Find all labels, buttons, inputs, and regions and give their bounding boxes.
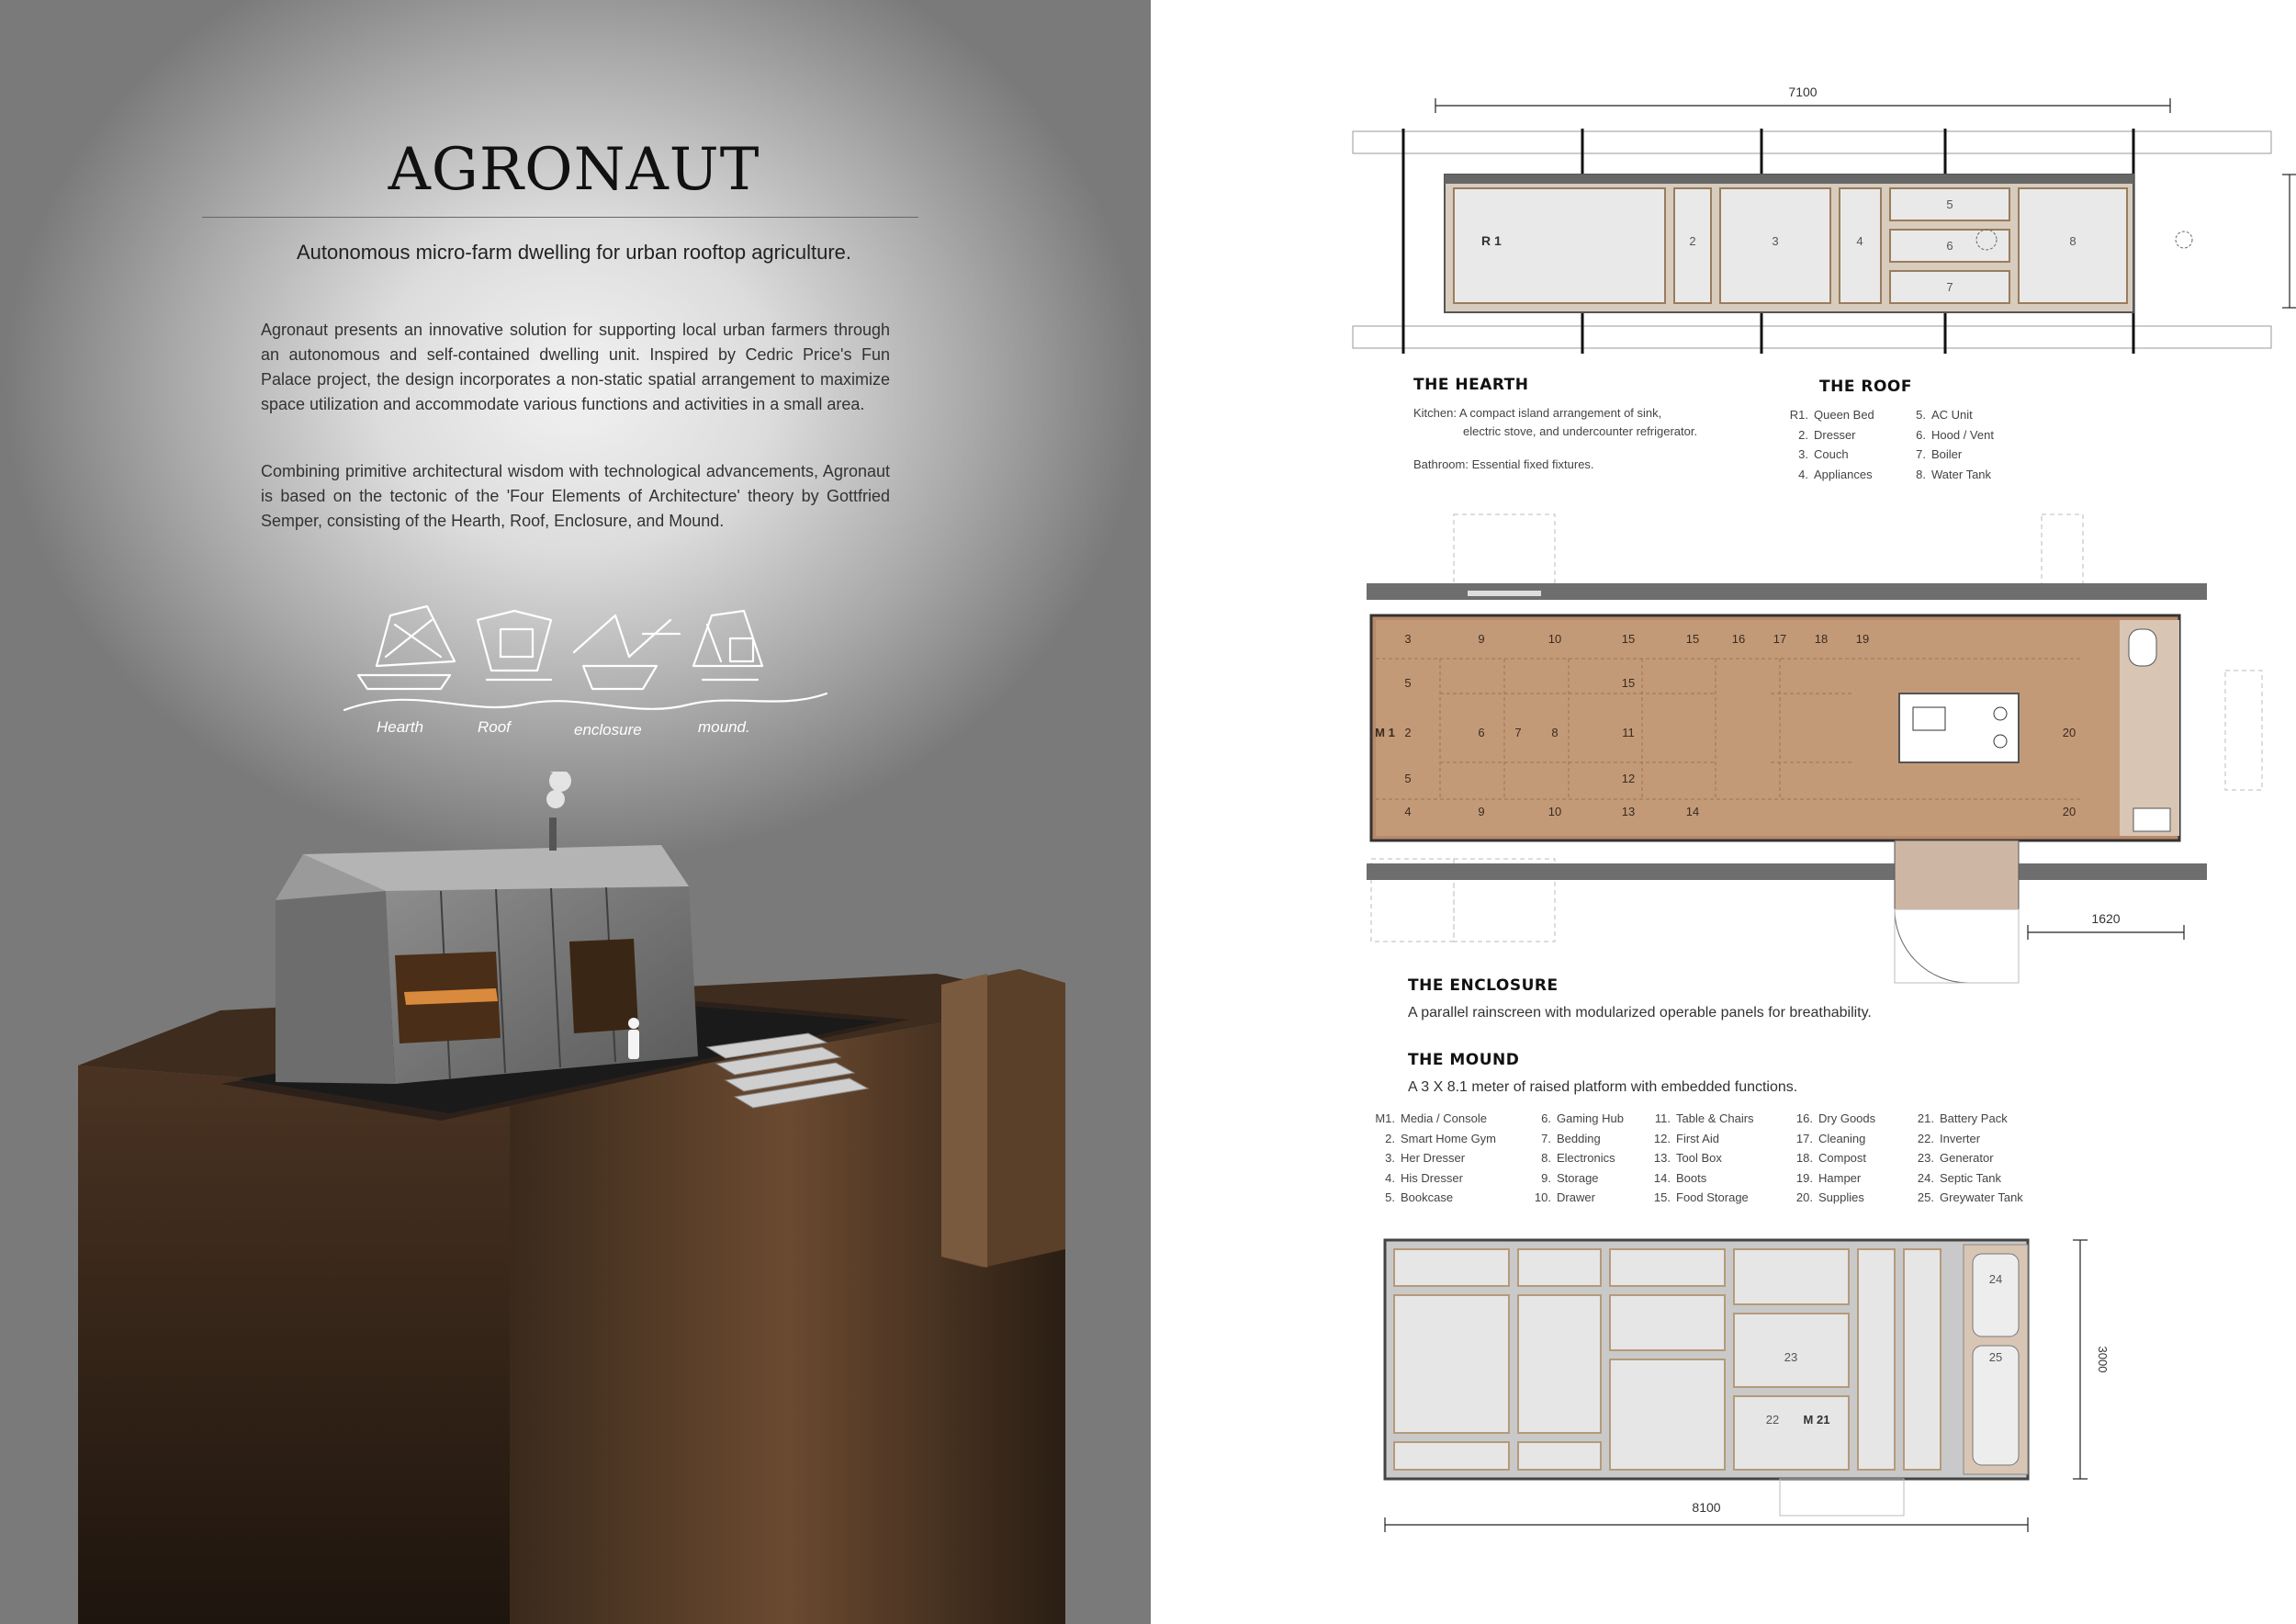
list-item-number: 9.: [1541, 1170, 1551, 1185]
list-item-number: 22.: [1917, 1131, 1934, 1145]
list-item-text: First Aid: [1676, 1131, 1719, 1145]
list-item-text: Media / Console: [1401, 1111, 1487, 1125]
list-item: [1784, 405, 1874, 425]
roof-list-col1: [1784, 405, 1874, 484]
list-item-text: Cleaning: [1818, 1131, 1866, 1145]
list-item: [1789, 1168, 1875, 1189]
list-item-text: Inverter: [1940, 1131, 1981, 1145]
enc-mid-0: M 1: [1375, 726, 1395, 739]
list-item-number: 12.: [1653, 1131, 1671, 1145]
list-item-text: Boots: [1676, 1170, 1707, 1185]
sketch-label-roof: Roof: [478, 718, 511, 736]
list-item: [1371, 1168, 1496, 1189]
list-item-number: 2.: [1798, 427, 1808, 442]
list-item: [1789, 1129, 1875, 1149]
list-item: [1910, 1109, 2023, 1129]
list-item: [1789, 1148, 1875, 1168]
list-item-text: Bedding: [1557, 1131, 1601, 1145]
list-item-text: Food Storage: [1676, 1190, 1749, 1204]
roof-label-2: 2: [1689, 234, 1696, 248]
enc-bot-4: 14: [1685, 805, 1700, 818]
list-item-number: 10.: [1534, 1190, 1551, 1204]
roof-label-3: 3: [1772, 234, 1779, 248]
list-item-text: Dresser: [1814, 427, 1856, 442]
mound-label-24: 24: [1988, 1272, 2003, 1286]
list-item: [1784, 465, 1874, 485]
list-item: [1910, 1148, 2023, 1168]
list-item-text: Electronics: [1557, 1151, 1615, 1165]
list-item: [1527, 1148, 1624, 1168]
list-item: [1647, 1188, 1754, 1208]
enc-mid-1: 2: [1404, 726, 1412, 739]
list-item-text: Hood / Vent: [1931, 427, 1994, 442]
list-item-number: 4.: [1385, 1170, 1395, 1185]
enc-top-2: 10: [1548, 632, 1562, 646]
list-item-text: Boiler: [1931, 447, 1963, 461]
list-item-number: 17.: [1795, 1131, 1813, 1145]
list-item-number: R1.: [1789, 408, 1808, 422]
list-item: [1527, 1168, 1624, 1189]
enc-mid-4: 8: [1551, 726, 1559, 739]
list-item-text: Bookcase: [1401, 1190, 1454, 1204]
list-item-text: His Dresser: [1401, 1170, 1463, 1185]
enc-top-8: 19: [1855, 632, 1870, 646]
list-item: [1647, 1168, 1754, 1189]
enc-top-7: 18: [1814, 632, 1829, 646]
enclosure-heading: THE ENCLOSURE: [1408, 976, 1559, 995]
list-item: [1910, 1129, 2023, 1149]
list-item: [1902, 405, 1994, 425]
list-item-text: Supplies: [1818, 1190, 1864, 1204]
mound-label-25: 25: [1988, 1350, 2003, 1364]
right-panel: [1151, 0, 2296, 1624]
roof-plan-drawing: [1344, 78, 2296, 372]
roof-list-col2: [1902, 405, 1994, 484]
enc-mid-3: 7: [1514, 726, 1522, 739]
list-item-number: 4.: [1798, 467, 1808, 481]
list-item-number: 16.: [1795, 1111, 1813, 1125]
roof-label-4: 4: [1856, 234, 1863, 248]
sketch-label-enclosure: enclosure: [574, 721, 642, 739]
list-item-number: 3.: [1798, 447, 1808, 461]
mound-list-col4: [1789, 1109, 1875, 1208]
concept-sketch: [340, 602, 836, 739]
roof-label-8: 8: [2069, 234, 2077, 248]
list-item-number: 3.: [1385, 1151, 1395, 1165]
list-item-text: Drawer: [1557, 1190, 1595, 1204]
list-item-text: Septic Tank: [1940, 1170, 2001, 1185]
list-item: [1371, 1188, 1496, 1208]
enclosure-dim-bath: 1620: [2091, 911, 2121, 926]
list-item: [1647, 1109, 1754, 1129]
list-item-number: 5.: [1916, 408, 1926, 422]
list-item-text: Generator: [1940, 1151, 1994, 1165]
list-item-text: Battery Pack: [1940, 1111, 2008, 1125]
list-item-text: Water Tank: [1931, 467, 1992, 481]
mound-list-col5: [1910, 1109, 2023, 1208]
list-item: [1647, 1129, 1754, 1149]
page-subtitle: Autonomous micro-farm dwelling for urban rooftop agriculture.: [296, 241, 852, 264]
list-item: [1784, 425, 1874, 445]
mound-list-col2: [1527, 1109, 1624, 1208]
list-item-number: 6.: [1541, 1111, 1551, 1125]
enc-top-5: 16: [1731, 632, 1746, 646]
model-render: [0, 772, 1151, 1624]
list-item-text: Storage: [1557, 1170, 1599, 1185]
enc-top-6: 17: [1773, 632, 1787, 646]
mound-label-22: 22: [1765, 1413, 1780, 1427]
roof-dim-width: 7100: [1788, 85, 1818, 99]
list-item-text: Table & Chairs: [1676, 1111, 1754, 1125]
hearth-heading: THE HEARTH: [1413, 376, 1529, 394]
roof-heading: THE ROOF: [1819, 378, 1912, 396]
hearth-bathroom: Bathroom: Essential fixed fixtures.: [1413, 457, 1594, 471]
enc-mid-2: 6: [1478, 726, 1485, 739]
enc-top-1: 9: [1478, 632, 1485, 646]
list-item-number: 25.: [1917, 1190, 1934, 1204]
roof-label-r1: R 1: [1481, 233, 1502, 248]
mound-list-col3: [1647, 1109, 1754, 1208]
list-item: [1789, 1188, 1875, 1208]
list-item-text: Appliances: [1814, 467, 1873, 481]
page-title: AGRONAUT: [388, 136, 760, 204]
list-item: [1784, 445, 1874, 465]
list-item-number: 14.: [1653, 1170, 1671, 1185]
mound-list-col1: [1371, 1109, 1496, 1208]
list-item: [1902, 465, 1994, 485]
list-item: [1910, 1188, 2023, 1208]
list-item-number: 5.: [1385, 1190, 1395, 1204]
enclosure-description: A parallel rainscreen with modularized operable panels for breathability.: [1408, 1005, 1872, 1021]
list-item: [1527, 1109, 1624, 1129]
enc-mid-5: 11: [1622, 726, 1635, 739]
list-item-number: 2.: [1385, 1131, 1395, 1145]
list-item-number: 15.: [1653, 1190, 1671, 1204]
list-item-text: Couch: [1814, 447, 1849, 461]
enc-top-3: 15: [1621, 632, 1636, 646]
list-item: [1902, 425, 1994, 445]
list-item-number: 20.: [1795, 1190, 1813, 1204]
enc-top-0: 3: [1404, 632, 1412, 646]
list-item-number: 13.: [1653, 1151, 1671, 1165]
list-item-number: 8.: [1541, 1151, 1551, 1165]
list-item-text: AC Unit: [1931, 408, 1973, 422]
roof-label-5: 5: [1946, 197, 1953, 211]
list-item: [1647, 1148, 1754, 1168]
enc-row2-1: 15: [1621, 676, 1636, 690]
enc-bot-0: 4: [1404, 805, 1412, 818]
enc-row4-0: 5: [1404, 772, 1412, 785]
list-item: [1371, 1148, 1496, 1168]
mound-dim-height: 3000: [2096, 1346, 2110, 1373]
intro-paragraph: Agronaut presents an innovative solution for supporting local urban farmers through an autonomous and self-contained dwelling unit. Inspired by Cedric Price's Fun Palace project, the design incorporates a non-static spatial arrangement to maximize space utilization and accommodate various functions and activities in a small area.: [261, 321, 890, 413]
enc-row4-1: 12: [1621, 772, 1636, 785]
list-item-text: Smart Home Gym: [1401, 1131, 1497, 1145]
list-item-number: 6.: [1916, 427, 1926, 442]
enc-mid-6: 20: [2062, 726, 2077, 739]
mound-dim-width: 8100: [1692, 1500, 1721, 1515]
enc-bot-3: 13: [1621, 805, 1636, 818]
list-item: [1527, 1129, 1624, 1149]
theory-paragraph: Combining primitive architectural wisdom with technological advancements, Agronaut is based on the tectonic of the 'Four Elements of Architecture' theory by Gottfried Semper, consisting of the Hearth, Roof, Enclosure, and Mound.: [261, 462, 890, 530]
list-item: [1371, 1109, 1496, 1129]
mound-plan-drawing: [1380, 1231, 2244, 1543]
enclosure-plan-drawing: [1339, 510, 2276, 992]
list-item-number: 7.: [1541, 1131, 1551, 1145]
enc-top-4: 15: [1685, 632, 1700, 646]
list-item-number: 18.: [1795, 1151, 1813, 1165]
title-divider: [202, 217, 918, 218]
list-item: [1371, 1129, 1496, 1149]
list-item-text: Tool Box: [1676, 1151, 1722, 1165]
list-item-text: Queen Bed: [1814, 408, 1874, 422]
list-item-number: 23.: [1917, 1151, 1934, 1165]
list-item: [1902, 445, 1994, 465]
sketch-label-mound: mound.: [698, 718, 750, 736]
list-item-number: M1.: [1375, 1111, 1395, 1125]
mound-label-m21: M 21: [1803, 1413, 1830, 1427]
roof-label-7: 7: [1946, 280, 1953, 294]
list-item: [1789, 1109, 1875, 1129]
list-item-number: 7.: [1916, 447, 1926, 461]
list-item-text: Compost: [1818, 1151, 1867, 1165]
enc-row2-0: 5: [1404, 676, 1412, 690]
list-item: [1910, 1168, 2023, 1189]
hearth-kitchen-line1: Kitchen: A compact island arrangement of sink,: [1413, 406, 1662, 420]
mound-description: A 3 X 8.1 meter of raised platform with embedded functions.: [1408, 1079, 1798, 1095]
list-item: [1527, 1188, 1624, 1208]
list-item-number: 11.: [1654, 1111, 1671, 1125]
hearth-kitchen-line2: electric stove, and undercounter refrigerator.: [1463, 424, 1698, 438]
mound-label-23: 23: [1784, 1350, 1798, 1364]
enc-bot-5: 20: [2062, 805, 2077, 818]
list-item-number: 19.: [1795, 1170, 1813, 1185]
sketch-label-hearth: Hearth: [377, 718, 424, 736]
enc-bot-1: 9: [1478, 805, 1485, 818]
list-item-number: 24.: [1917, 1170, 1934, 1185]
list-item-text: Her Dresser: [1401, 1151, 1466, 1165]
list-item-text: Hamper: [1818, 1170, 1862, 1185]
mound-heading: THE MOUND: [1408, 1051, 1520, 1069]
roof-label-6: 6: [1946, 239, 1953, 253]
list-item-text: Gaming Hub: [1557, 1111, 1624, 1125]
list-item-text: Dry Goods: [1818, 1111, 1876, 1125]
list-item-number: 8.: [1916, 467, 1926, 481]
list-item-text: Greywater Tank: [1940, 1190, 2023, 1204]
enc-bot-2: 10: [1548, 805, 1562, 818]
list-item-number: 21.: [1917, 1111, 1934, 1125]
